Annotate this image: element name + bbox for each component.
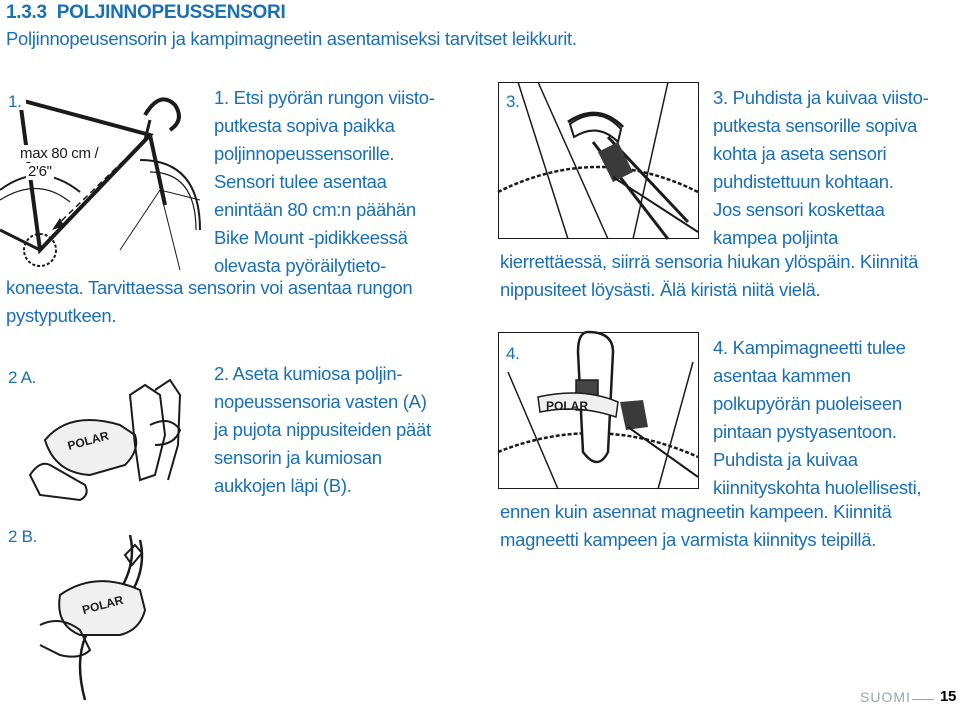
step-3-text-full: kierrettäessä, siirrä sensoria hiukan ylöspäin. Kiinnitä nippusiteet löysästi. Älä kiristä niitä vielä. [500,251,919,300]
figure-3-label: 3. [506,92,520,111]
step-4-text-full: ennen kuin asennat magneetin kampeen. Kiinnitä magneetti kampeen ja varmista kiinnitys teipillä. [500,501,892,550]
figure-4-logo: POLAR [546,399,588,413]
figure-2a-label: 2 A. [8,368,37,387]
section-subtitle: Poljinnopeusensorin ja kampimagneetin asentamiseksi tarvitset leikkurit. [6,28,577,49]
figure-2a-sensor-rubber-illustration [30,365,200,505]
step-3-text-indented: 3. Puhdista ja kuivaa viisto- putkesta sensorille sopiva kohta ja aseta sensori puhdistettuun kohtaan. Jos sensori koskettaa kampea poljinta [713,87,929,248]
footer-section-name: SUOMI [860,689,911,705]
figure-4-label: 4. [506,344,520,363]
step-1-text-full: koneesta. Tarvittaessa sensorin voi asentaa rungon pystyputkeen. [6,277,413,326]
step-1-text-indented: 1. Etsi pyörän rungon viisto- putkesta sopiva paikka poljinnopeussensorille. Sensori tulee asentaa enintään 80 cm:n päähän Bike Mount -pidikkeessä olevasta pyöräilytieto- [214,87,435,276]
figure-2b-logo: POLAR [80,592,125,618]
section-title: POLJINNOPEUSSENSORI [56,2,286,23]
figure-2b-cable-tie-illustration [40,535,200,700]
figure-1-label: 1. [8,92,22,111]
figure-1-annotation-line2: 2'6" [28,163,52,180]
section-number: 1.3.3 [6,2,47,23]
figure-2a-logo: POLAR [66,428,111,453]
figure-4-crank-magnet-illustration [498,332,700,490]
figure-2b-label: 2 B. [8,527,38,546]
footer-divider [912,699,934,700]
step-2-text: 2. Aseta kumiosa poljin- nopeussensoria vasten (A) ja pujota nippusiteiden päät sensorin ja kumiosan aukkojen läpi (B). [214,363,431,496]
section-heading [6,2,285,24]
step-4-text-indented: 4. Kampimagneetti tulee asentaa kammen polkupyörän puoleiseen pintaan pystyasentoon. Puhdista ja kuivaa kiinnityskohta huolellisesti, [713,337,922,498]
figure-3-sensor-on-tube-illustration [498,82,700,240]
figure-1-annotation-line1: max 80 cm / [20,145,99,162]
footer-page-number: 15 [940,688,957,705]
